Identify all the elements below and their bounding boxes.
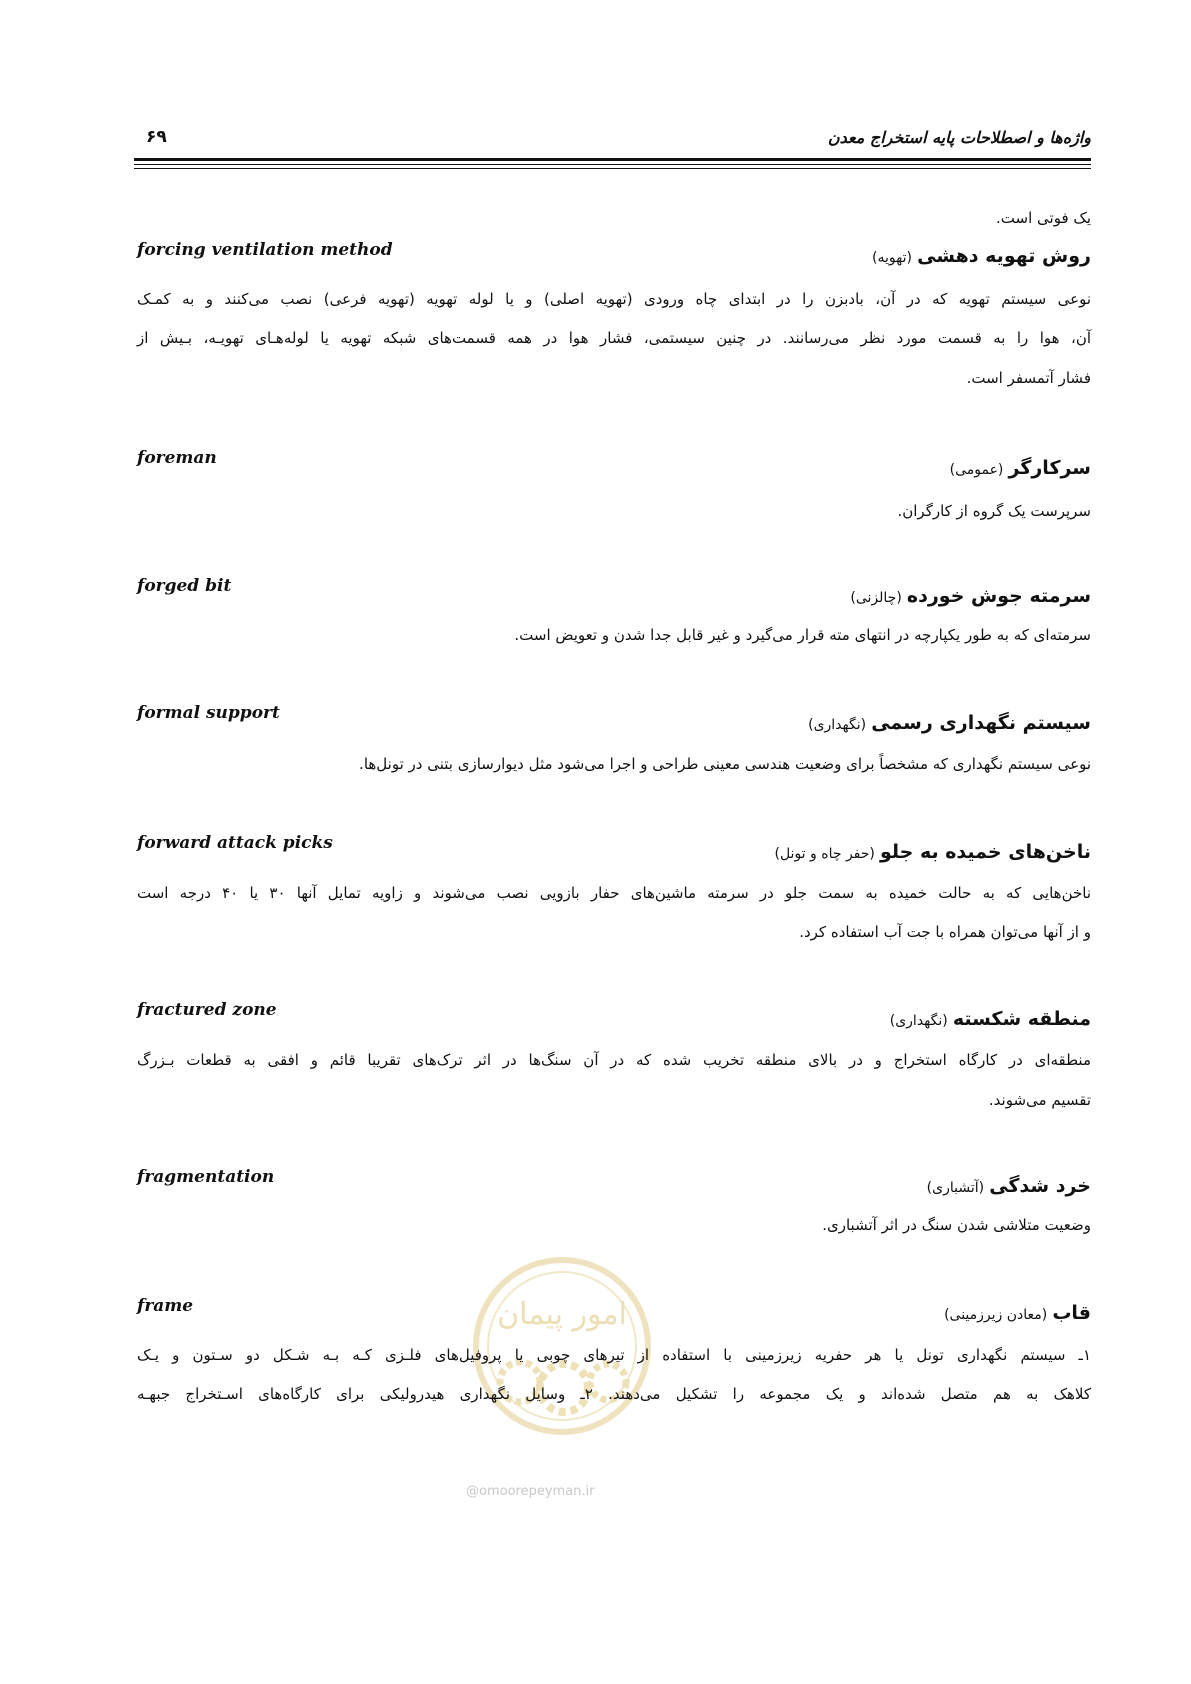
entry-term-persian-text: خرد شدگی: [989, 1175, 1091, 1197]
entry-term-persian-text: منطقه شکسته: [952, 1008, 1091, 1030]
definition-line: ۱ـ سیستم نگهداری تونل یا هر حفریه زیرزمینی با استفاده از تیرهای چوبی یا پروفیل‌های فلـزی کـه بـه شـکل دو سـتون و یـک: [137, 1346, 1091, 1364]
entry-category: (آتشباری): [926, 1180, 985, 1196]
definition-line: نوعی سیستم تهویه که در آن، بادبزن را در ابتدای چاه ورودی (تهویه اصلی) و یا لوله تهویه (تهویه فرعی) نصب می‌کنند و به کمـک: [137, 290, 1091, 308]
entry-category: (حفر چاه و تونل): [774, 846, 875, 862]
entry-term-english: fractured zone: [137, 1000, 277, 1020]
definition-line: ناخن‌هایی که به حالت خمیده به سمت جلو در سرمته ماشین‌های حفار بازویی نصب می‌شوند و زاویه تمایل آنها ۳۰ یا ۴۰ درجه است: [137, 884, 1092, 902]
entry-category: (عمومی): [949, 462, 1004, 478]
definition-line: وضعیت متلاشی شدن سنگ در اثر آتشباری.: [822, 1216, 1091, 1234]
header-rule: [134, 164, 1091, 165]
definition-line: و از آنها می‌توان همراه با جت آب استفاده کرد.: [799, 923, 1091, 941]
entry-category: (تهویه): [872, 250, 912, 266]
watermark-site: [466, 1484, 594, 1499]
entry-category: (معادن زیرزمینی): [944, 1307, 1048, 1323]
entry-term-persian-text: ناخن‌های خمیده به جلو: [879, 841, 1091, 863]
definition-line: سرپرست یک گروه از کارگران.: [897, 502, 1091, 520]
header-rule: [134, 168, 1091, 169]
running-header-title: واژه‌ها و اصطلاحات پایه استخراج معدن: [827, 128, 1091, 147]
definition-line: منطقه‌ای در کارگاه استخراج و در بالای منطقه تخریب شده که در آن سنگ‌ها در اثر ترک‌های تقریبا قائم و افقی به قطعات بـزرگ: [137, 1051, 1091, 1069]
entry-term-persian-text: سرمته جوش خورده: [906, 585, 1091, 607]
entry-category: (نگهداری): [808, 717, 867, 733]
entry-term-persian: [890, 1008, 1091, 1030]
watermark-logo-text: امور پیمان: [497, 1297, 627, 1332]
entry-term-persian: [850, 585, 1091, 607]
entry-term-persian-text: سیستم نگهداری رسمی: [871, 712, 1091, 734]
entry-term-persian: [872, 245, 1091, 267]
entry-term-persian: [774, 841, 1091, 863]
entry-term-persian: [944, 1302, 1091, 1324]
entry-term-english: fragmentation: [137, 1167, 275, 1187]
entry-category: (چالزنی): [850, 590, 902, 606]
definition-line: کلاهک به هم متصل شده‌اند و یک مجموعه را تشکیل می‌دهند. ۲ـ وسایل نگهداری هیدرولیکی برای کارگاه‌های اسـتخراج جبهـه: [137, 1385, 1091, 1403]
entry-term-english: forcing ventilation method: [137, 240, 393, 260]
entry-term-english: forward attack picks: [137, 833, 333, 853]
entry-term-persian-text: قاب: [1052, 1302, 1091, 1324]
entry-term-persian-text: روش تهویه دهشی: [917, 245, 1091, 267]
entry-term-persian: [927, 1175, 1091, 1197]
entry-term-persian: [808, 712, 1091, 734]
definition-line: تقسیم می‌شوند.: [988, 1091, 1091, 1109]
definition-line: نوعی سیستم نگهداری که مشخصاً برای وضعیت هندسی معینی طراحی و اجرا می‌شود مثل دیوارسازی بتنی در تونل‌ها.: [359, 755, 1091, 773]
entry-term-english: forged bit: [137, 576, 232, 596]
watermark-site-text: omoorepeyman.ir: [479, 1484, 595, 1499]
watermark-at-icon: @: [466, 1484, 479, 1499]
entry-term-english: frame: [137, 1296, 194, 1316]
definition-line: آن، هوا را به قسمت مورد نظر می‌رسانند. در چنین سیستمی، فشار هوا در همه قسمت‌های شبکه تهویه یا لوله‌هـای تهویـه، بـیش از: [137, 329, 1091, 347]
entry-term-persian: [950, 457, 1091, 479]
definition-line: سرمته‌ای که به طور یکپارچه در انتهای مته قرار می‌گیرد و غیر قابل جدا شدن و تعویض است.: [514, 626, 1091, 644]
definition-line: فشار آتمسفر است.: [966, 369, 1091, 387]
header-rule: [134, 158, 1091, 161]
entry-term-persian-text: سرکارگر: [1008, 457, 1091, 479]
intro-line: یک فوتی است.: [996, 209, 1091, 227]
page-number: ۶۹: [146, 127, 167, 147]
entry-term-english: foreman: [137, 448, 217, 468]
entry-term-english: formal support: [137, 703, 280, 723]
entry-category: (نگهداری): [889, 1013, 948, 1029]
